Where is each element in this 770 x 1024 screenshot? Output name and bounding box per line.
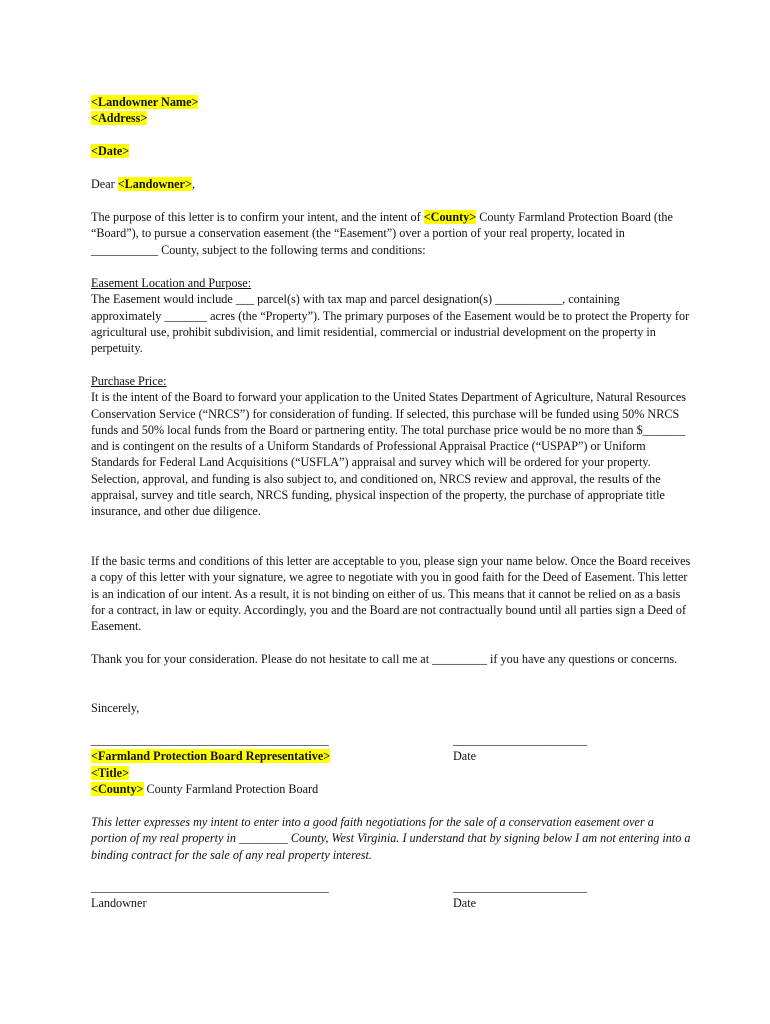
landowner-date-line: ______________________ bbox=[453, 880, 588, 894]
closing bbox=[91, 700, 691, 716]
landowner-label: Landowner bbox=[91, 896, 147, 911]
landowner-date-block bbox=[453, 879, 673, 912]
landowner-placeholder: <Landowner> bbox=[117, 177, 192, 191]
easement-heading: Easement Location and Purpose: bbox=[91, 276, 252, 290]
purchase-section bbox=[91, 373, 691, 520]
board-date-label: Date bbox=[453, 749, 477, 764]
purchase-body: It is the intent of the Board to forward your application to the United States Department of Agriculture, Natural Resources Conservation Service (“NRCS”) for consideration of funding. If selected, this purchase will be funded using 50% NRCS funds and 50% local funds from the Board or partnering entity. The total purchase price would be no more than $_______ and is contingent on the results of a Uniform Standards of Professional Appraisal Practice (“USPAP”) or Uniform Standards for Federal Land Acquisitions (“USFLA”) appraisal and survey which will be ordered for your property. Selection, approval, and funding is also subject to, and conditioned on, NRCS review and approval, the results of the appraisal, survey and title search, NRCS funding, physical inspection of the property, the purchase of appropriate title insurance, and other due diligence. bbox=[91, 390, 686, 519]
easement-section bbox=[91, 275, 691, 356]
board-signature-block bbox=[91, 732, 431, 797]
purchase-heading: Purchase Price: bbox=[91, 374, 167, 388]
landowner-name-placeholder: <Landowner Name> bbox=[91, 95, 199, 109]
representative-placeholder: <Farmland Protection Board Representative> bbox=[91, 749, 331, 764]
terms-text: If the basic terms and conditions of this letter are acceptable to you, please sign your name below. Once the Board receives a copy of this letter with your signature, we agree to negotiate with you in good faith for the Deed of Easement. This letter is an indication of our intent. As a result, it is not binding on either of us. This means that it cannot be relied on as a basis for a contract, in law or equity. Accordingly, you and the Board are not contractually bound until all parties sign a Deed of Easement. bbox=[91, 554, 691, 634]
landowner-signature-line: _______________________________________ bbox=[91, 880, 329, 894]
salutation-dear: Dear bbox=[91, 177, 118, 191]
date-placeholder: <Date> bbox=[91, 144, 130, 158]
intent-statement bbox=[91, 814, 691, 863]
landowner-signature-block bbox=[91, 879, 431, 912]
board-date-line: ______________________ bbox=[453, 733, 588, 747]
title-placeholder: <Title> bbox=[91, 765, 130, 780]
county-placeholder: <County> bbox=[423, 210, 477, 224]
landowner-date-label: Date bbox=[453, 896, 477, 911]
intent-statement-text: This letter expresses my intent to enter into a good faith negotiations for the sale of a conservation easement over a portion of my real property in ________ County, West Virginia. I understand that by signing below I am not entering into a binding contract for the sale of any real property interest. bbox=[91, 815, 691, 862]
board-signature-line: _______________________________________ bbox=[91, 733, 329, 747]
date-block bbox=[91, 143, 691, 159]
intro-text-a: The purpose of this letter is to confirm your intent, and the intent of bbox=[91, 210, 424, 224]
address-placeholder: <Address> bbox=[91, 111, 148, 126]
terms-paragraph bbox=[91, 553, 691, 634]
thanks-paragraph bbox=[91, 651, 691, 667]
intro-paragraph bbox=[91, 209, 691, 258]
board-county-placeholder: <County> bbox=[91, 781, 144, 796]
board-county-suffix: County Farmland Protection Board bbox=[143, 781, 319, 796]
thanks-text: Thank you for your consideration. Please do not hesitate to call me at _________ if you have any questions or concerns. bbox=[91, 652, 678, 666]
salutation-comma: , bbox=[191, 177, 195, 191]
closing-text: Sincerely, bbox=[91, 701, 140, 715]
address-block bbox=[91, 94, 691, 127]
salutation bbox=[91, 176, 691, 192]
easement-body: The Easement would include ___ parcel(s) with tax map and parcel designation(s) ___________, containing approximately _______ acres (the “Property”). The primary purposes of the Easement would be to protect the Property for agricultural use, prohibit subdivision, and limit residential, commercial or industrial development on the property in perpetuity. bbox=[91, 292, 690, 356]
board-date-block bbox=[453, 732, 673, 765]
intro-text-b: County Farmland Protection Board (the “Board”), to pursue a conservation easement (the “Easement”) over a portion of your real property, located in ___________ County, subject to the following terms and conditions: bbox=[91, 210, 673, 257]
